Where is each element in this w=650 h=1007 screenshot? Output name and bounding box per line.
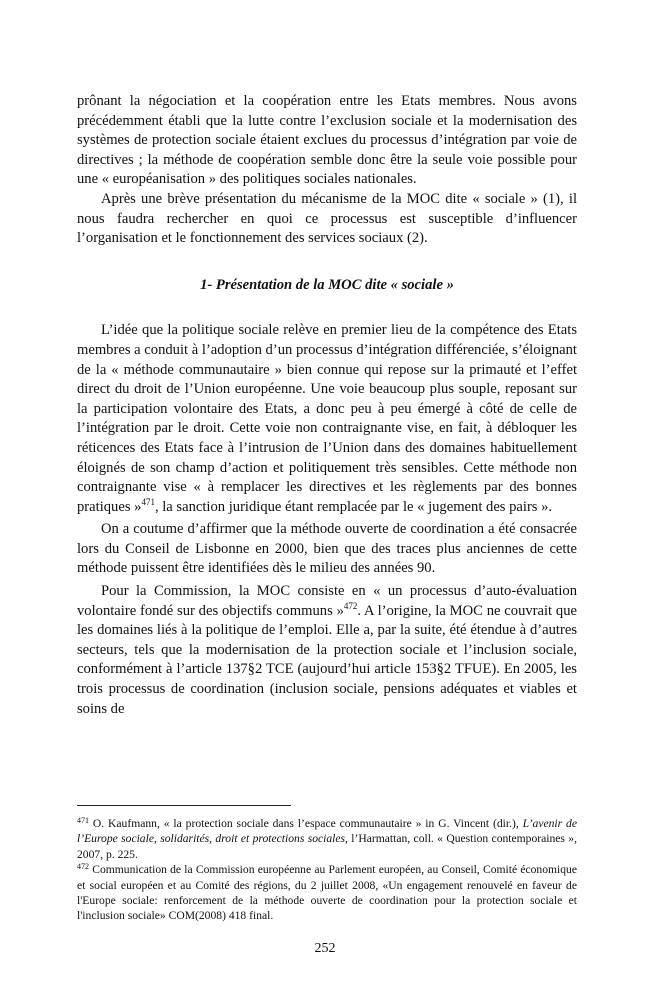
footnote-number: 472 — [77, 862, 89, 872]
paragraph-2: Après une brève présentation du mécanisme de la MOC dite « sociale » (1), il nous faudra rechercher en quoi ce processus est susceptible d’influencer l’organisation et le fonctionnement des services sociaux (2). — [77, 190, 577, 247]
paragraph-3-part-a: L’idée que la politique sociale relève en premier lieu de la compétence des Etats membres a conduit à l’adoption d’un processus d’intégration différenciée, s’éloignant de la « méthode communautaire » bien connue qui repose sur la primauté et l’effet direct du droit de l’Union européenne. Une voie beaucoup plus souple, reposant sur la participation volontaire des Etats, a donc peu à peu émergé à côté de celle de l’intégration par le droit. Cette voie non contraignante vise, en fait, à débloquer les réticences des Etats face à l’intrusion de l’Union dans des domaines habituellement éloignés de son champ d’action et politiquement très sensibles. Cette méthode non contraignante vise « à remplacer les directives et les règlements par des bonnes pratiques » — [77, 322, 577, 515]
paragraph-5 — [77, 582, 577, 719]
paragraph-4: On a coutume d’affirmer que la méthode ouverte de coordination a été consacrée lors du Conseil de Lisbonne en 2000, bien que des traces plus anciennes de cette méthode puissent être identifiées dès le milieu des années 90. — [77, 521, 577, 577]
paragraph-3-part-b: , la sanction juridique étant remplacée par le « jugement des pairs ». — [154, 498, 553, 515]
paragraph-5-part-b: . A l’origine, la MOC ne couvrait que les domaines liés à la politique de l’emploi. Elle a, par la suite, été étendue à d’autres secteurs, tels que la modernisation de la protection sociale et l’inclusion sociale, conformément à l’article 137§2 TCE (aujourd’hui article 153§2 TFUE). En 2005, les trois processus de coordination (inclusion sociale, pensions adéquates et viables et soins de — [77, 602, 577, 717]
footnote-text: Communication de la Commission européenne au Parlement européen, au Conseil, Comité économique et social européen et au Comité des régions, du 2 juillet 2008, «Un engagement renouvelé en faveur de l'Europe sociale: renforcement de la méthode ouverte de coordination pour la protection sociale et l'inclusion sociale» COM(2008) 418 final. — [77, 863, 577, 923]
paragraph-1: prônant la négociation et la coopération entre les Etats membres. Nous avons précédemment établi que la lutte contre l’exclusion sociale et la modernisation des systèmes de protection sociale étaient exclues du processus d’intégration par voie de directives ; la méthode de coopération semble donc être la seule voie possible pour une « européanisation » des politiques sociales nationales. — [77, 93, 577, 188]
footnote-text: O. Kaufmann, « la protection sociale dans l’espace communautaire » in G. Vincent (dir.), — [89, 817, 523, 830]
footnote-ref-471[interactable]: 471 — [141, 496, 155, 507]
footnote-separator — [77, 805, 291, 806]
section-heading: 1- Présentation de la MOC dite « sociale » — [200, 276, 454, 293]
footnote-471 — [77, 816, 577, 862]
page-number: 252 — [314, 941, 336, 956]
footnote-book-title: L’avenir de l’Europe sociale, solidarités, droit et protections sociales — [77, 817, 577, 846]
paragraph-5-part-a: Pour la Commission, la MOC consiste en « un processus d’auto-évaluation volontaire fondé sur des objectifs communs » — [77, 583, 577, 619]
footnotes — [77, 816, 577, 924]
paragraph-3 — [77, 321, 577, 517]
footnote-text: , l’Harmattan, coll. « Question contemporaines », 2007, p. 225. — [77, 832, 577, 861]
footnote-ref-472[interactable]: 472 — [343, 600, 358, 611]
footnote-number: 471 — [77, 816, 89, 825]
footnote-472 — [77, 862, 577, 924]
body-text — [77, 92, 577, 719]
